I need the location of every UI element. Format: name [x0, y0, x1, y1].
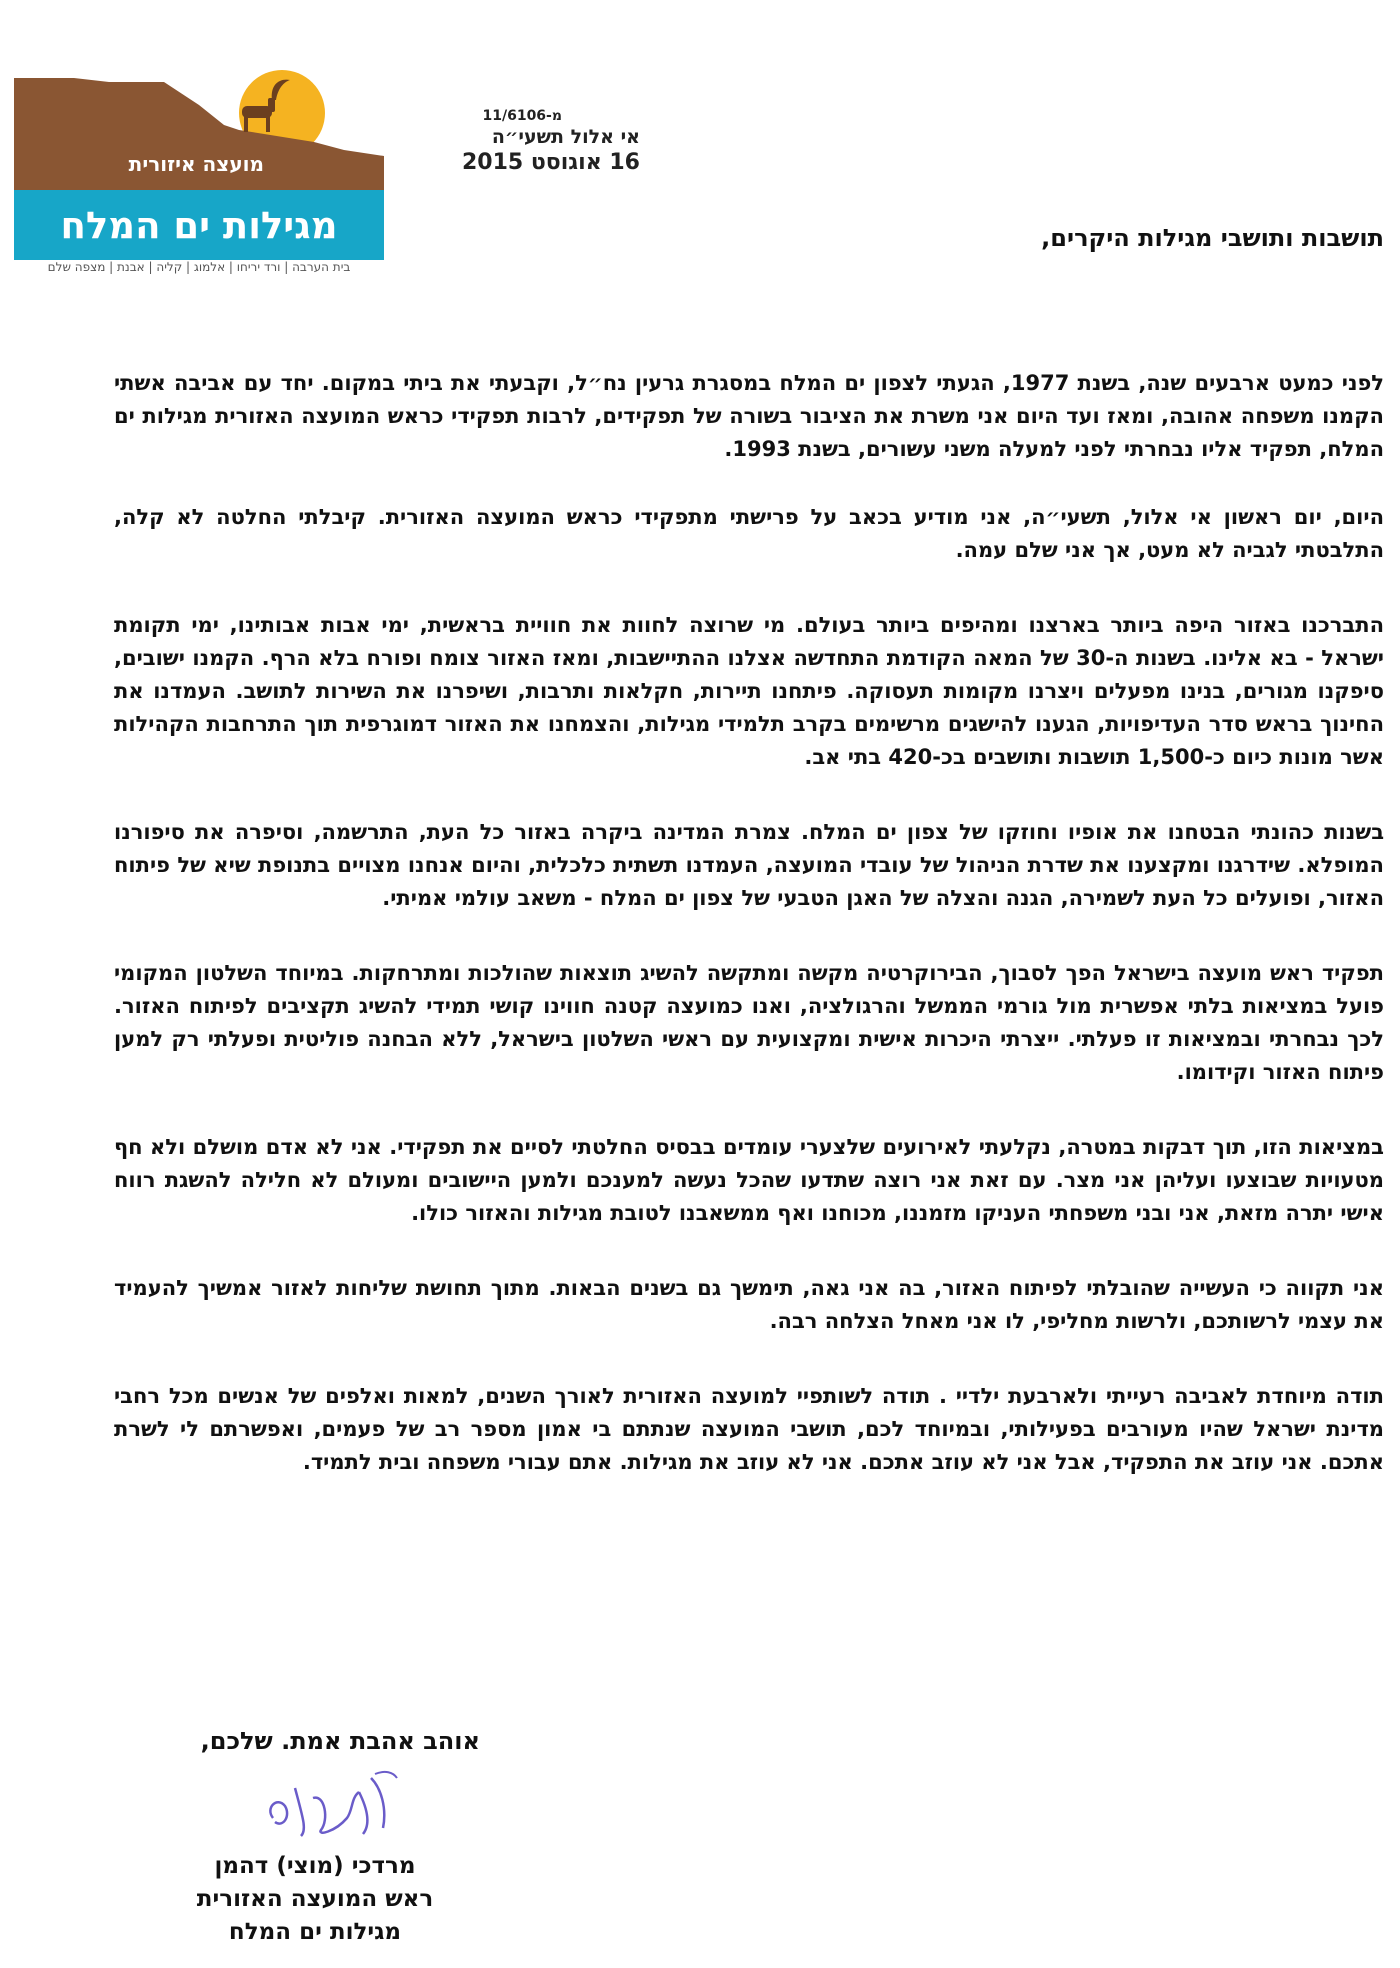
paragraph: בשנות כהונתי הבטחנו את אופיו וחוזקו של צפון ים המלח. צמרת המדינה ביקרה באזור כל העת, התרשמה, וסיפרה את סיפורנו המופלא. שידרגנו ומקצענו את שדרת הניהול של עובדי המועצה, העמדנו תשתית כלכלית, והיום אנחנו מצויים בתנופת שיא של פיתוח האזור, ופועלים כל העת לשמירה, הגנה והצלה של האגן הטבעי של צפון ים המלח - משאב עולמי אמיתי. [114, 820, 1384, 910]
logo-band [14, 190, 384, 260]
letter-body [114, 367, 1384, 1521]
signer-title: ראש המועצה האזורית [196, 1886, 434, 1912]
paragraph: לפני כמעט ארבעים שנה, בשנת 1977, הגעתי לצפון ים המלח במסגרת גרעין נח״ל, וקבעתי את ביתי במקום. יחד עם אביבה אשתי הקמנו משפחה אהובה, ומאז ועד היום אני משרת את הציבור בשורה של תפקידים, לרבות תפקידי כראש המועצה האזורית מגילות ים המלח, תפקיד אליו נבחרתי לפני למעלה משני עשורים, בשנת 1993. [114, 371, 1385, 461]
signer-council: מגילות ים המלח [228, 1919, 402, 1945]
paragraph: תפקיד ראש מועצה בישראל הפך לסבוך, הבירוקרטיה מקשה ומתקשה להשיג תוצאות שהולכות ומתרחקות. במיוחד השלטון המקומי פועל במציאות בלתי אפשרית מול גורמי הממשל והרגולציה, ואנו כמועצה קטנה חווינו קושי תמידי להשיג תקציבים לפיתוח האזור. לכך נבחרתי ובמציאות זו פעלתי. ייצרתי היכרות אישית ומקצועית עם ראשי השלטון בישראל, ללא הבחנה פוליטית ופעלתי רק למען פיתוח האזור וקידומו. [114, 961, 1384, 1084]
paragraph: תודה מיוחדת לאביבה רעייתי ולארבעת ילדיי . תודה לשותפיי למועצה האזורית לאורך השנים, למאות ואלפים של אנשים מכל רחבי מדינת ישראל שהיו מעורבים בפעילותי, ובמיוחד לכם, תושבי המועצה שנתתם בי אמון מספר רב של פעמים, ואפשרתם לי לשרת אתכם. אני עוזב את התפקיד, אבל אני לא עוזב אתכם. אני לא עוזב את מגילות. אתם עבורי משפחה ובית לתמיד. [114, 1384, 1384, 1474]
logo-subtitle: מועצה איזורית [128, 152, 264, 176]
signer-name: מרדכי (מוצי) דהמן [214, 1853, 416, 1879]
hebrew-date: אי אלול תשעי״ה [491, 126, 640, 148]
paragraph: אני תקווה כי העשייה שהובלתי לפיתוח האזור, בה אני גאה, תימשך גם בשנים הבאות. מתוך תחושת שליחות לאזור אמשיך להעמיד את עצמי לרשותכם, ולרשות מחליפי, לו אני מאחל הצלחה רבה. [114, 1276, 1384, 1333]
reference-number: מ-11/6106 [482, 108, 562, 124]
logo-name: מגילות ים המלח [60, 203, 338, 247]
signer-block [170, 1850, 460, 1949]
logo-villages: בית הערבה | ורד יריחו | אלמוג | קליה | אבנת | מצפה שלם [47, 260, 351, 274]
closing-line: אוהב אהבת אמת. שלכם, [200, 1727, 480, 1755]
greeting: תושבות ותושבי מגילות היקרים, [1041, 224, 1384, 252]
handwritten-signature [255, 1758, 405, 1848]
council-logo [14, 70, 384, 280]
paragraph: התברכנו באזור היפה ביותר בארצנו ומהיפים ביותר בעולם. מי שרוצה לחוות את חוויית בראשית, ימי אבות אבותינו, ימי תקומת ישראל - בא אלינו. בשנות ה-30 של המאה הקודמת התחדשה אצלנו ההתיישבות, ומאז האזור צומח ופורח בלא הרף. הקמנו ישובים, סיפקנו מגורים, בנינו מפעלים ויצרנו מקומות תעסוקה. פיתחנו תיירות, חקלאות ותרבות, ושיפרנו את השירות לתושב. העמדנו את החינוך בראש סדר העדיפויות, הגענו להישגים מרשימים בקרב תלמידי מגילות, והצמחנו את האזור דמוגרפית תוך התרחבות הקהילות אשר מונות כיום כ-1,500 תושבות ותושבים בכ-420 בתי אב. [114, 613, 1384, 769]
paragraph: היום, יום ראשון אי אלול, תשעי״ה, אני מודיע בכאב על פרישתי מתפקידי כראש המועצה האזורית. קיבלתי החלטה לא קלה, התלבטתי לגביה לא מעט, אך אני שלם עמה. [114, 505, 1384, 562]
paragraph: במציאות הזו, תוך דבקות במטרה, נקלעתי לאירועים שלצערי עומדים בבסיס החלטתי לסיים את תפקידי. אני לא אדם מושלם ולא חף מטעויות שבוצעו ועליהן אני מצר. עם זאת אני רוצה שתדעו שהכל נעשה למענכם ולמען היישובים ומעולם לא חלילה להשגת רווח אישי יתרה מזאת, אני ובני משפחתי העניקו מזמננו, מכוחנו ואף ממשאבנו לטובת מגילות והאזור כולו. [114, 1135, 1384, 1225]
date-block [430, 108, 640, 175]
gregorian-date: 16 אוגוסט 2015 [461, 150, 640, 175]
